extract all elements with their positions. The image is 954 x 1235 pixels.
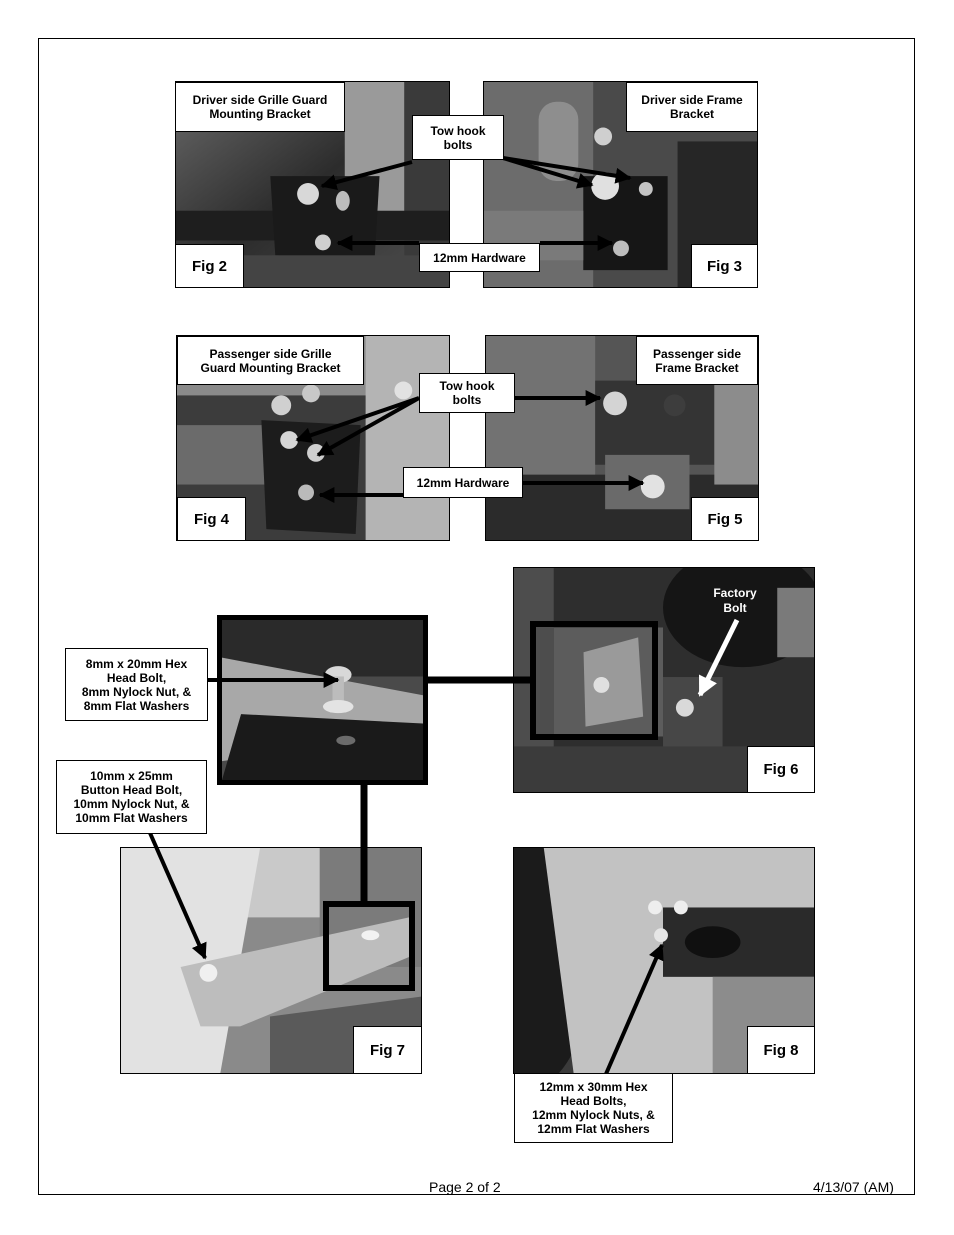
fig2-label: Fig 2 [175,244,244,288]
fig4-label: Fig 4 [177,497,246,541]
fig5-label: Fig 5 [691,497,759,541]
tow-hook-top-callout: Tow hook bolts [412,115,504,160]
driver-frame-callout: Driver side Frame Bracket [626,82,758,132]
hex-12mm-callout: 12mm x 30mm Hex Head Bolts, 12mm Nylock Nuts, & 12mm Flat Washers [514,1073,673,1143]
revision-date: 4/13/07 (AM) [813,1179,894,1195]
hex-8mm-callout: 8mm x 20mm Hex Head Bolt, 8mm Nylock Nut, & 8mm Flat Washers [65,648,208,721]
factory-bolt-label: Factory Bolt [713,586,757,615]
fig8-label: Fig 8 [747,1026,815,1074]
fig3-label: Fig 3 [691,244,758,288]
fig7-label: Fig 7 [353,1026,422,1074]
driver-grille-callout: Driver side Grille Guard Mounting Bracket [175,82,345,132]
button-10mm-callout: 10mm x 25mm Button Head Bolt, 10mm Nylock Nut, & 10mm Flat Washers [56,760,207,834]
passenger-grille-callout: Passenger side Grille Guard Mounting Bracket [177,336,364,385]
fig7-inset-photo [217,615,428,785]
hardware-mid-callout: 12mm Hardware [403,467,523,498]
page-number: Page 2 of 2 [429,1179,501,1195]
passenger-frame-callout: Passenger side Frame Bracket [636,336,758,385]
fig6-label: Fig 6 [747,746,815,793]
hardware-top-callout: 12mm Hardware [419,243,540,272]
tow-hook-mid-callout: Tow hook bolts [419,373,515,413]
